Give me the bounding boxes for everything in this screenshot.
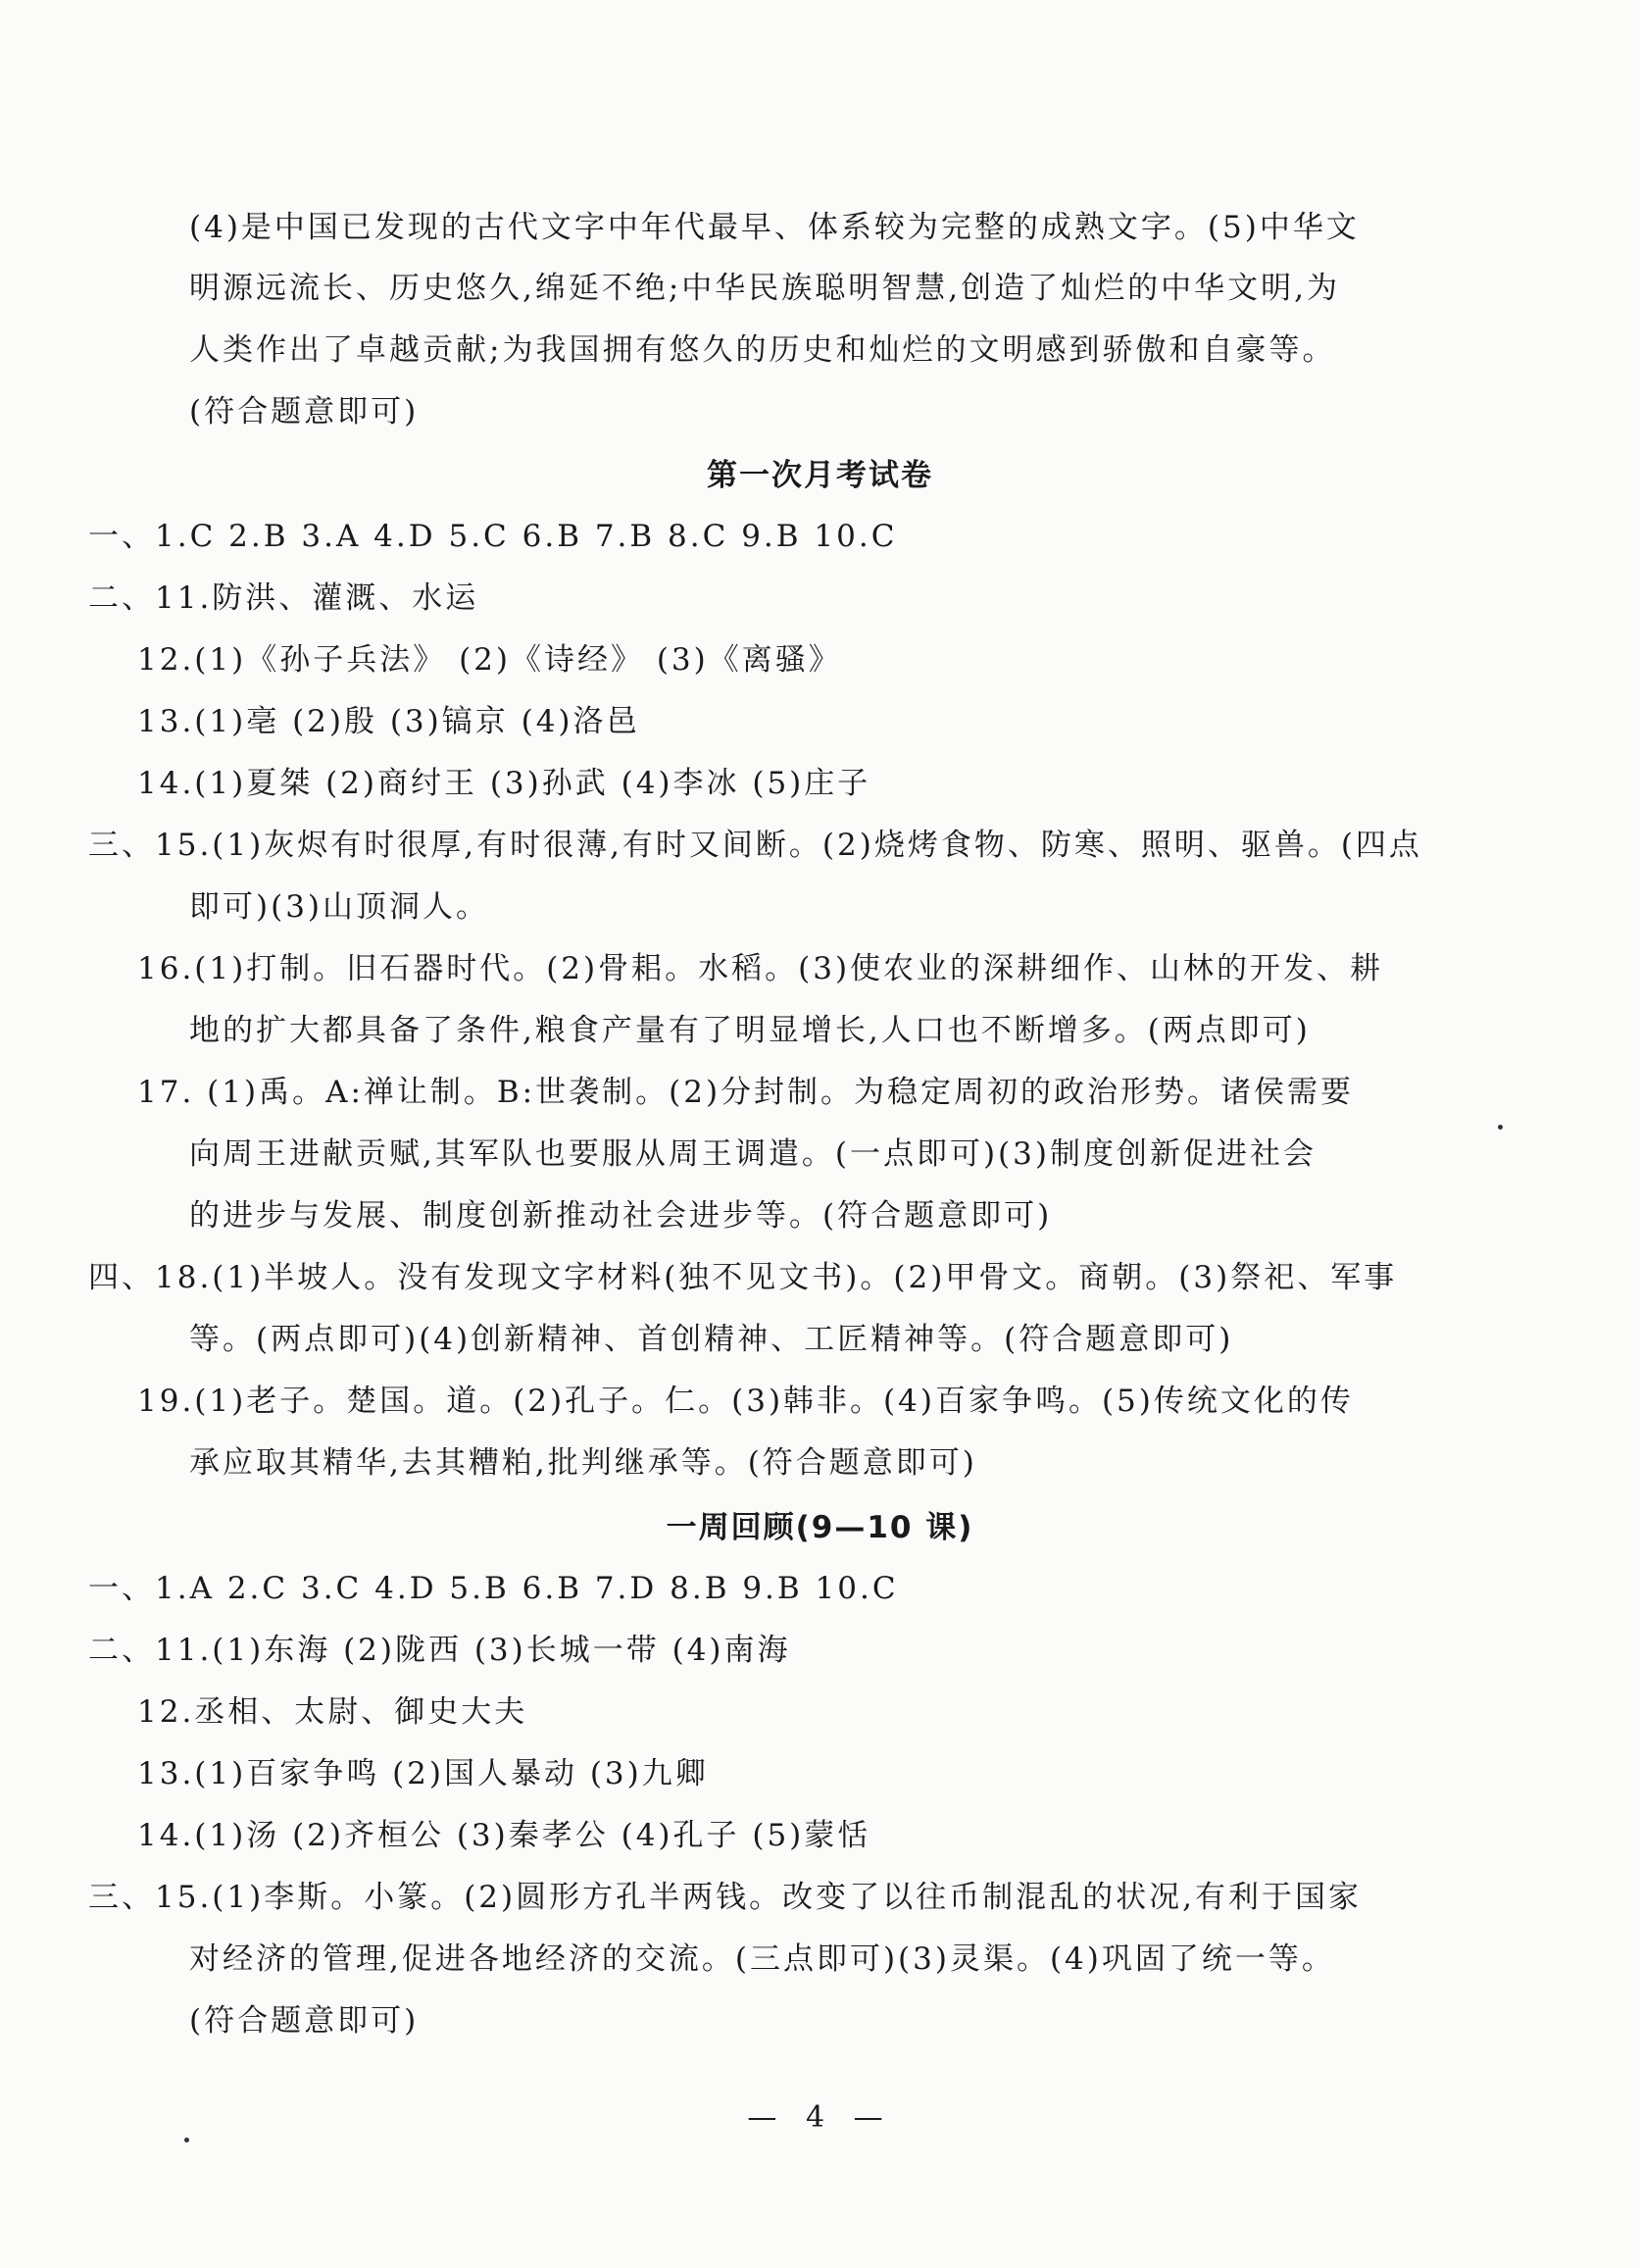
intro-line-4: (符合题意即可)	[189, 394, 420, 429]
answer-line: 二、11.防洪、灌溉、水运	[88, 580, 479, 616]
answer-line: 地的扩大都具备了条件,粮食产量有了明显增长,人口也不断增多。(两点即可)	[189, 1013, 1311, 1048]
answer-line: 向周王进献贡赋,其军队也要服从周王调遣。(一点即可)(3)制度创新促进社会	[189, 1136, 1317, 1172]
answer-line: 16.(1)打制。旧石器时代。(2)骨耜。水稻。(3)使农业的深耕细作、山林的开发、耕	[137, 951, 1384, 986]
answer-line: 19.(1)老子。楚国。道。(2)孔子。仁。(3)韩非。(4)百家争鸣。(5)传统文化的传	[137, 1384, 1354, 1419]
answer-line: 14.(1)夏桀 (2)商纣王 (3)孙武 (4)李冰 (5)庄子	[137, 766, 871, 801]
answer-line: 17. (1)禹。A:禅让制。B:世袭制。(2)分封制。为稳定周初的政治形势。诸侯需要	[137, 1075, 1355, 1110]
answer-line: 13.(1)亳 (2)殷 (3)镐京 (4)洛邑	[137, 704, 640, 739]
intro-line-2: 明源远流长、历史悠久,绵延不绝;中华民族聪明智慧,创造了灿烂的中华文明,为	[189, 271, 1341, 306]
answer-line: (符合题意即可)	[189, 2003, 420, 2039]
intro-line-3: 人类作出了卓越贡献;为我国拥有悠久的历史和灿烂的文明感到骄傲和自豪等。	[189, 332, 1336, 368]
answer-line: 12.(1)《孙子兵法》 (2)《诗经》 (3)《离骚》	[137, 642, 842, 678]
answer-line: 一、1.A 2.C 3.C 4.D 5.B 6.B 7.D 8.B 9.B 10.C	[88, 1571, 899, 1606]
answer-line: 承应取其精华,去其糟粕,批判继承等。(符合题意即可)	[189, 1445, 977, 1481]
intro-line-1: (4)是中国已发现的古代文字中年代最早、体系较为完整的成熟文字。(5)中华文	[189, 210, 1360, 245]
answer-line: 14.(1)汤 (2)齐桓公 (3)秦孝公 (4)孔子 (5)蒙恬	[137, 1818, 871, 1853]
answer-line: 的进步与发展、制度创新推动社会进步等。(符合题意即可)	[189, 1198, 1053, 1234]
answer-line: 等。(两点即可)(4)创新精神、首创精神、工匠精神等。(符合题意即可)	[189, 1322, 1234, 1357]
scan-speck	[1498, 1125, 1503, 1130]
answer-line: 即可)(3)山顶洞人。	[189, 889, 490, 925]
page-number: — 4 —	[747, 2100, 893, 2135]
section-title-first-monthly-exam: 第一次月考试卷	[707, 458, 933, 493]
answer-line: 12.丞相、太尉、御史大夫	[137, 1694, 528, 1730]
answer-line: 三、15.(1)灰烬有时很厚,有时很薄,有时又间断。(2)烧烤食物、防寒、照明、驱兽。(四点	[88, 828, 1422, 863]
answer-line: 三、15.(1)李斯。小篆。(2)圆形方孔半两钱。改变了以往币制混乱的状况,有利于国家	[88, 1880, 1362, 1915]
section-title-weekly-review: 一周回顾(9—10 课)	[666, 1510, 974, 1545]
answer-line: 二、11.(1)东海 (2)陇西 (3)长城一带 (4)南海	[88, 1633, 791, 1668]
answer-line: 13.(1)百家争鸣 (2)国人暴动 (3)九卿	[137, 1756, 709, 1791]
answer-line: 对经济的管理,促进各地经济的交流。(三点即可)(3)灵渠。(4)巩固了统一等。	[189, 1941, 1335, 1977]
scan-speck	[184, 2138, 189, 2142]
answer-line: 四、18.(1)半坡人。没有发现文字材料(独不见文书)。(2)甲骨文。商朝。(3)祭祀、军事	[88, 1260, 1398, 1295]
answer-line: 一、1.C 2.B 3.A 4.D 5.C 6.B 7.B 8.C 9.B 10.C	[88, 519, 898, 554]
